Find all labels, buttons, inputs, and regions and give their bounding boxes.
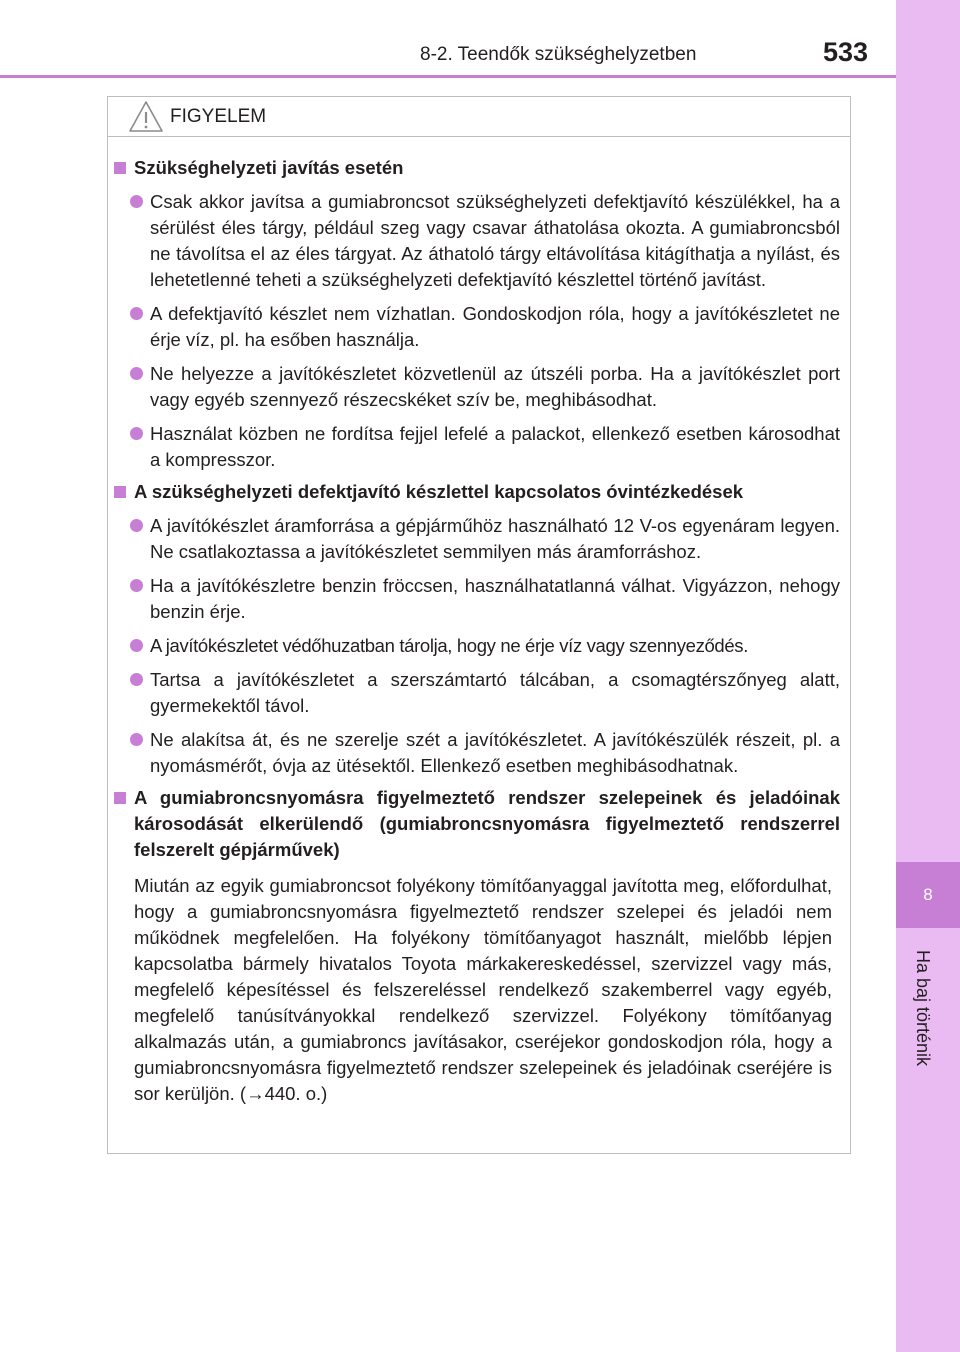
- list-item: A javítókészlet áramforrása a gépjárműhöz használható 12 V-os egyenáram legyen. Ne csatlakoztassa a javítókészletet semmilyen más áramforráshoz.: [130, 513, 840, 565]
- chapter-number-tab: 8: [896, 862, 960, 928]
- list-item: A javítókészletet védőhuzatban tárolja, hogy ne érje víz vagy szennyeződés.: [130, 633, 840, 659]
- round-bullet-icon: [130, 307, 143, 320]
- round-bullet-icon: [130, 519, 143, 532]
- page-number: 533: [823, 37, 869, 67]
- list-item: Ne alakítsa át, és ne szerelje szét a javítókészletet. A javítókészülék részeit, pl. a nyomásmérőt, óvja az ütésektől. Ellenkező esetben meghibásodhatnak.: [130, 727, 840, 779]
- round-bullet-icon: [130, 733, 143, 746]
- warning-triangle-icon: [128, 99, 164, 135]
- list-item: Ne helyezze a javítókészletet közvetlenül az útszéli porba. Ha a javítókészlet port vagy egyéb szennyező részecskéket szív be, meghibásodhat.: [130, 361, 840, 413]
- section-emergency-repair: [114, 155, 840, 473]
- round-bullet-icon: [130, 427, 143, 440]
- warning-box: [107, 96, 851, 1154]
- list-item: Tartsa a javítókészletet a szerszámtartó tálcában, a csomagtérszőnyeg alatt, gyermekektől távol.: [130, 667, 840, 719]
- square-bullet-icon: [114, 486, 126, 498]
- section-heading: A szükséghelyzeti defektjavító készlettel kapcsolatos óvintézkedések: [114, 479, 840, 505]
- warning-content: [108, 137, 850, 1107]
- section-repair-kit-precautions: [114, 479, 840, 779]
- section-heading: A gumiabroncsnyomásra figyelmeztető rendszer szelepeinek és jeladóinak károsodását elkerülendő (gumiabroncsnyomásra figyelmeztető rendszerrel felszerelt gépjárművek): [114, 785, 840, 863]
- warning-title: FIGYELEM: [170, 105, 267, 127]
- section-heading: Szükséghelyzeti javítás esetén: [114, 155, 840, 181]
- warning-header: [108, 97, 850, 137]
- round-bullet-icon: [130, 673, 143, 686]
- square-bullet-icon: [114, 162, 126, 174]
- list-item: Csak akkor javítsa a gumiabroncsot szükséghelyzeti defektjavító készülékkel, ha a sérülést éles tárgy, például szeg vagy csavar áthatolása okozta. A gumiabroncsból ne távolítsa el az éles tárgyat. Az áthatoló tárgy eltávolítása kitágíthatja a nyílást, és lehetetlenné teheti a szükséghelyzeti defektjavító készlettel történő javítást.: [130, 189, 840, 293]
- section-tpms-valves: [114, 785, 840, 1107]
- round-bullet-icon: [130, 367, 143, 380]
- section-title: 8-2. Teendők szükséghelyzetben: [420, 44, 697, 65]
- list-item: Ha a javítókészletre benzin fröccsen, használhatatlanná válhat. Vigyázzon, nehogy benzin érje.: [130, 573, 840, 625]
- list-item: A defektjavító készlet nem vízhatlan. Gondoskodjon róla, hogy a javítókészletet ne érje víz, pl. ha esőben használja.: [130, 301, 840, 353]
- round-bullet-icon: [130, 195, 143, 208]
- section-paragraph: Miután az egyik gumiabroncsot folyékony tömítőanyaggal javította meg, előfordulhat, hogy a gumiabroncsnyomásra figyelmeztető rendszer szelepei és jeladói nem működnek megfelelően. Ha folyékony tömítőanyagot használt, mielőbb lépjen kapcsolatba bármely hivatalos Toyota márkakereskedéssel, szervizzel vagy más, megfelelő képesítéssel és felszereléssel rendelkező szakemberrel vagy egyéb, megfelelő tanúsítványokkal rendelkező szervizzel. Folyékony tömítőanyag alkalmazás után, a gumiabroncs javításakor, cseréjekor gondoskodjon róla, hogy a gumiabroncsnyomásra figyelmeztető rendszer szelepeinek és jeladóinak cseréjére is sor kerüljön. (→440. o.): [134, 875, 832, 1104]
- round-bullet-icon: [130, 639, 143, 652]
- list-item: Használat közben ne fordítsa fejjel lefelé a palackot, ellenkező esetben károsodhat a kompresszor.: [130, 421, 840, 473]
- chapter-side-tab: [896, 0, 960, 1352]
- square-bullet-icon: [114, 792, 126, 804]
- chapter-title: Ha baj történik: [913, 950, 933, 1067]
- header-divider: [0, 75, 896, 78]
- round-bullet-icon: [130, 579, 143, 592]
